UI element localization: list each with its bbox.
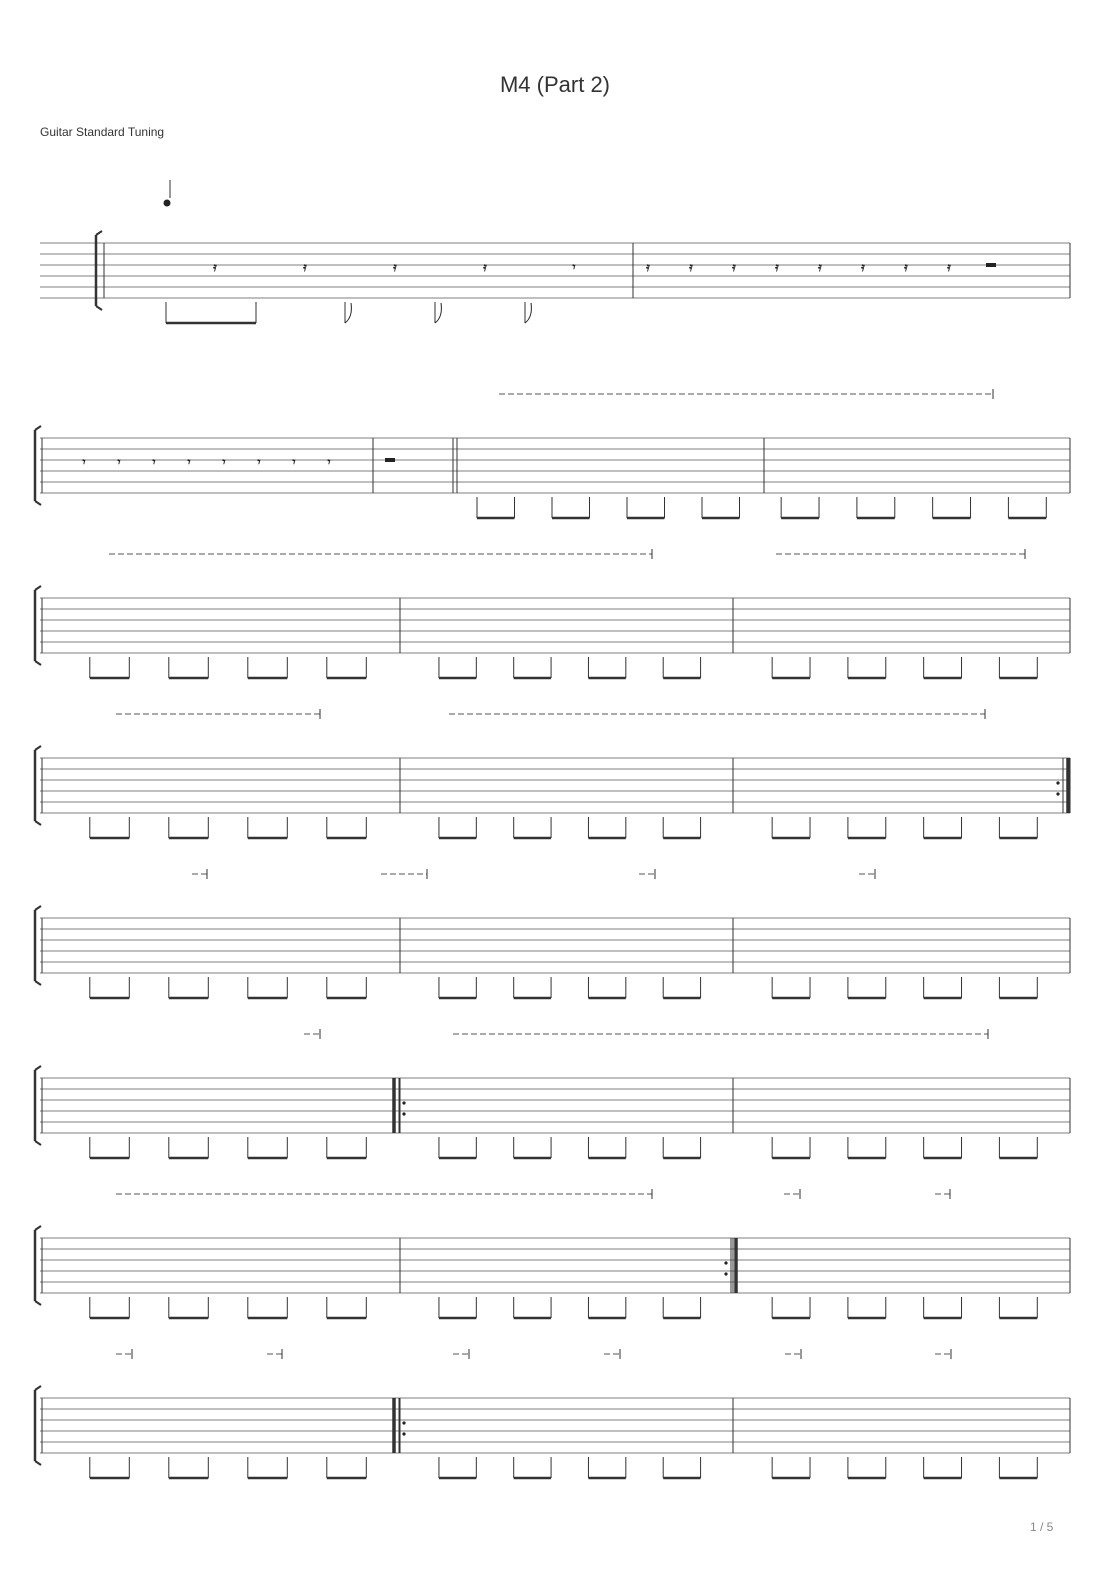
staff-bracket [35,906,41,910]
note-flag [345,303,351,323]
rest-16th: 𝄿 [861,260,865,274]
staff-bracket [35,746,41,750]
repeat-dot [402,1101,405,1104]
rest-half [385,458,395,462]
rest-eighth: 𝄾 [257,455,261,469]
staff-bracket [35,1226,41,1230]
rest-16th: 𝄿 [775,260,779,274]
repeat-dot [1056,781,1059,784]
page-number: 1 / 5 [1030,1520,1054,1534]
rest-eighth: 𝄾 [152,455,156,469]
repeat-dot [402,1421,405,1424]
repeat-dot [402,1112,405,1115]
rest-16th: 𝄿 [483,260,487,274]
rest-16th: 𝄿 [818,260,822,274]
staff-bracket [96,306,102,310]
staff-bracket [35,981,41,985]
rest-eighth: 𝄾 [117,455,121,469]
rest-eighth: 𝄾 [82,455,86,469]
staff-bracket [35,1066,41,1070]
rest-eighth: 𝄾 [572,260,576,274]
rest-16th: 𝄿 [213,260,217,274]
rest-16th: 𝄿 [646,260,650,274]
staff-bracket [35,426,41,430]
rest-eighth: 𝄾 [222,455,226,469]
rest-half [986,263,996,267]
staff-bracket [35,1301,41,1305]
rest-eighth: 𝄾 [327,455,331,469]
staff-bracket [35,501,41,505]
staff-bracket [35,821,41,825]
note-flag [435,303,441,323]
staff-bracket [35,1386,41,1390]
staff-bracket [35,661,41,665]
rest-eighth: 𝄾 [292,455,296,469]
staff-bracket [35,586,41,590]
repeat-dot [1056,792,1059,795]
tempo-note-head [164,200,171,207]
rest-16th: 𝄿 [732,260,736,274]
staff-bracket [96,231,102,235]
note-flag [525,303,531,323]
rest-16th: 𝄿 [947,260,951,274]
staff-bracket [35,1461,41,1465]
rest-16th: 𝄿 [689,260,693,274]
repeat-dot [724,1261,727,1264]
rest-16th: 𝄿 [393,260,397,274]
tuning-label: Guitar Standard Tuning [40,125,165,139]
score-title: M4 (Part 2) [499,72,611,97]
repeat-dot [724,1272,727,1275]
rest-16th: 𝄿 [904,260,908,274]
repeat-dot [402,1432,405,1435]
rest-16th: 𝄿 [303,260,307,274]
staff-bracket [35,1141,41,1145]
rest-eighth: 𝄾 [187,455,191,469]
